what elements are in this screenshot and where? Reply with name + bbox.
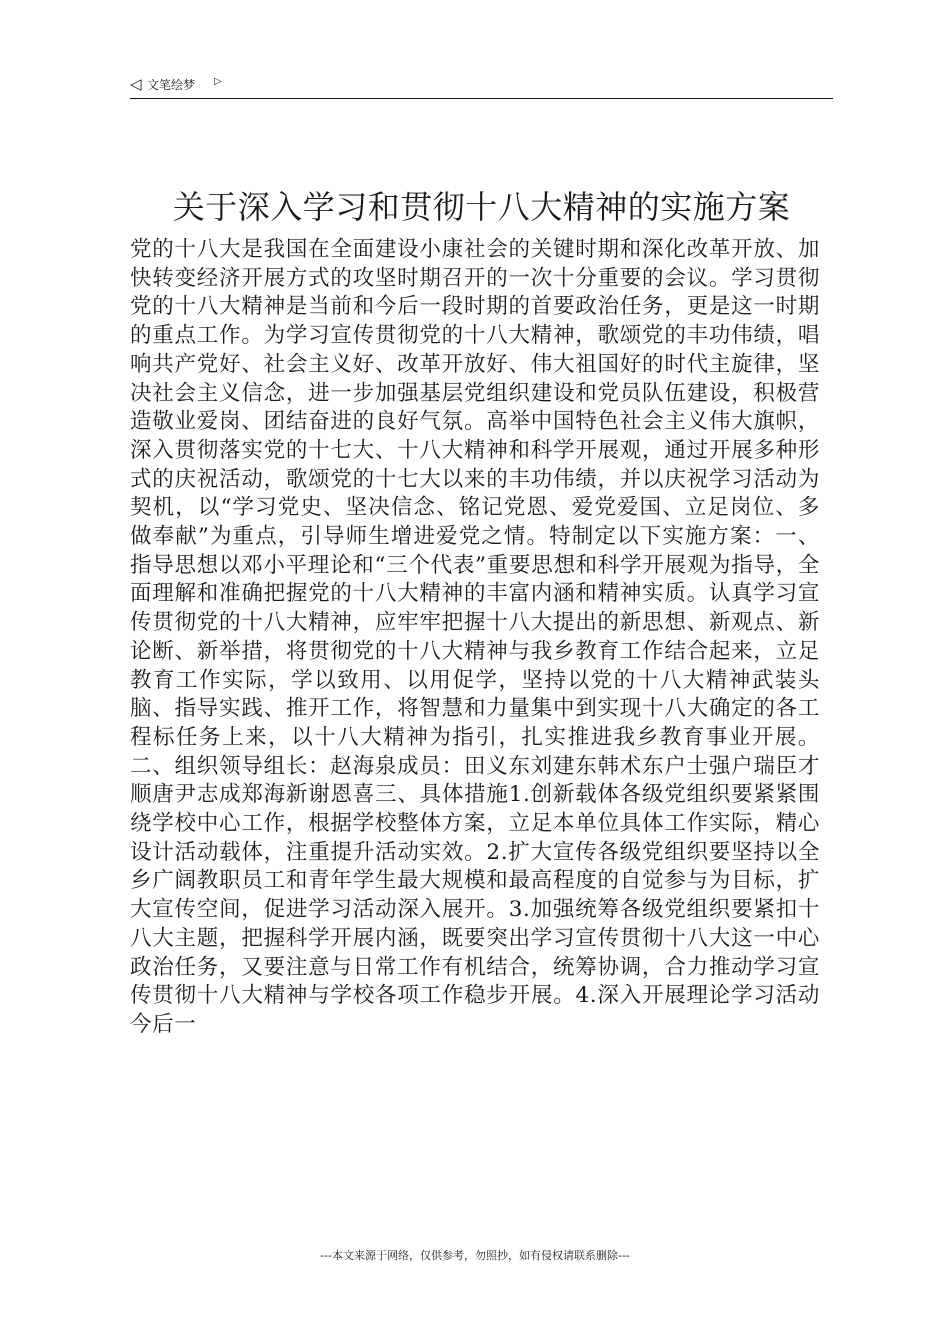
header-brand-text: 文笔绘梦 xyxy=(147,78,196,92)
page-header xyxy=(130,74,833,99)
triangle-right-icon: ▷ xyxy=(214,76,222,87)
document-body: 党的十八大是我国在全面建设小康社会的关键时期和深化改革开放、加快转变经济开展方式的攻坚时期召开的一次十分重要的会议。学习贯彻党的十八大精神是当前和今后一段时期的首要政治任务，更是这一时期的重点工作。为学习宣传贯彻党的十八大精神，歌颂党的丰功伟绩，唱响共产党好、社会主义好、改革开放好、伟大祖国好的时代主旋律，坚决社会主义信念，进一步加强基层党组织建设和党员队伍建设，积极营造敬业爱岗、团结奋进的良好气氛。高举中国特色社会主义伟大旗帜，深入贯彻落实党的十七大、十八大精神和科学开展观，通过开展多种形式的庆祝活动，歌颂党的十七大以来的丰功伟绩，并以庆祝学习活动为契机，以“学习党史、坚决信念、铭记党恩、爱党爱国、立足岗位、多做奉献”为重点，引导师生增进爱党之情。特制定以下实施方案：一、指导思想以邓小平理论和“三个代表”重要思想和科学开展观为指导，全面理解和准确把握党的十八大精神的丰富内涵和精神实质。认真学习宣传贯彻党的十八大精神，应牢牢把握十八大提出的新思想、新观点、新论断、新举措，将贯彻党的十八大精神与我乡教育工作结合起来，立足教育工作实际，学以致用、以用促学，坚持以党的十八大精神武装头脑、指导实践、推开工作，将智慧和力量集中到实现十八大确定的各工程标任务上来，以十八大精神为指引，扎实推进我乡教育事业开展。二、组织领导组长：赵海泉成员：田义东刘建东韩术东户士强户瑞臣才顺唐尹志成郑海新谢恩喜三、具体措施1.创新载体各级党组织要紧紧围绕学校中心工作，根据学校整体方案，立足本单位具体工作实际，精心设计活动载体，注重提升活动实效。2.扩大宣传各级党组织要坚持以全乡广阔教职员工和青年学生最大规模和最高程度的自觉参与为目标，扩大宣传空间，促进学习活动深入展开。3.加强统筹各级党组织要紧扣十八大主题，把握科学开展内涵，既要突出学习宣传贯彻十八大这一中心政治任务，又要注意与日常工作有机结合，统筹协调，合力推动学习宣传贯彻十八大精神与学校各项工作稳步开展。4.深入开展理论学习活动今后一 xyxy=(130,237,820,1037)
document-title: 关于深入学习和贯彻十八大精神的实施方案 xyxy=(172,188,791,226)
triangle-left-icon: ◁ xyxy=(130,75,142,93)
page-footer: ---本文来源于网络，仅供参考，勿照抄，如有侵权请联系删除--- xyxy=(320,1249,630,1262)
